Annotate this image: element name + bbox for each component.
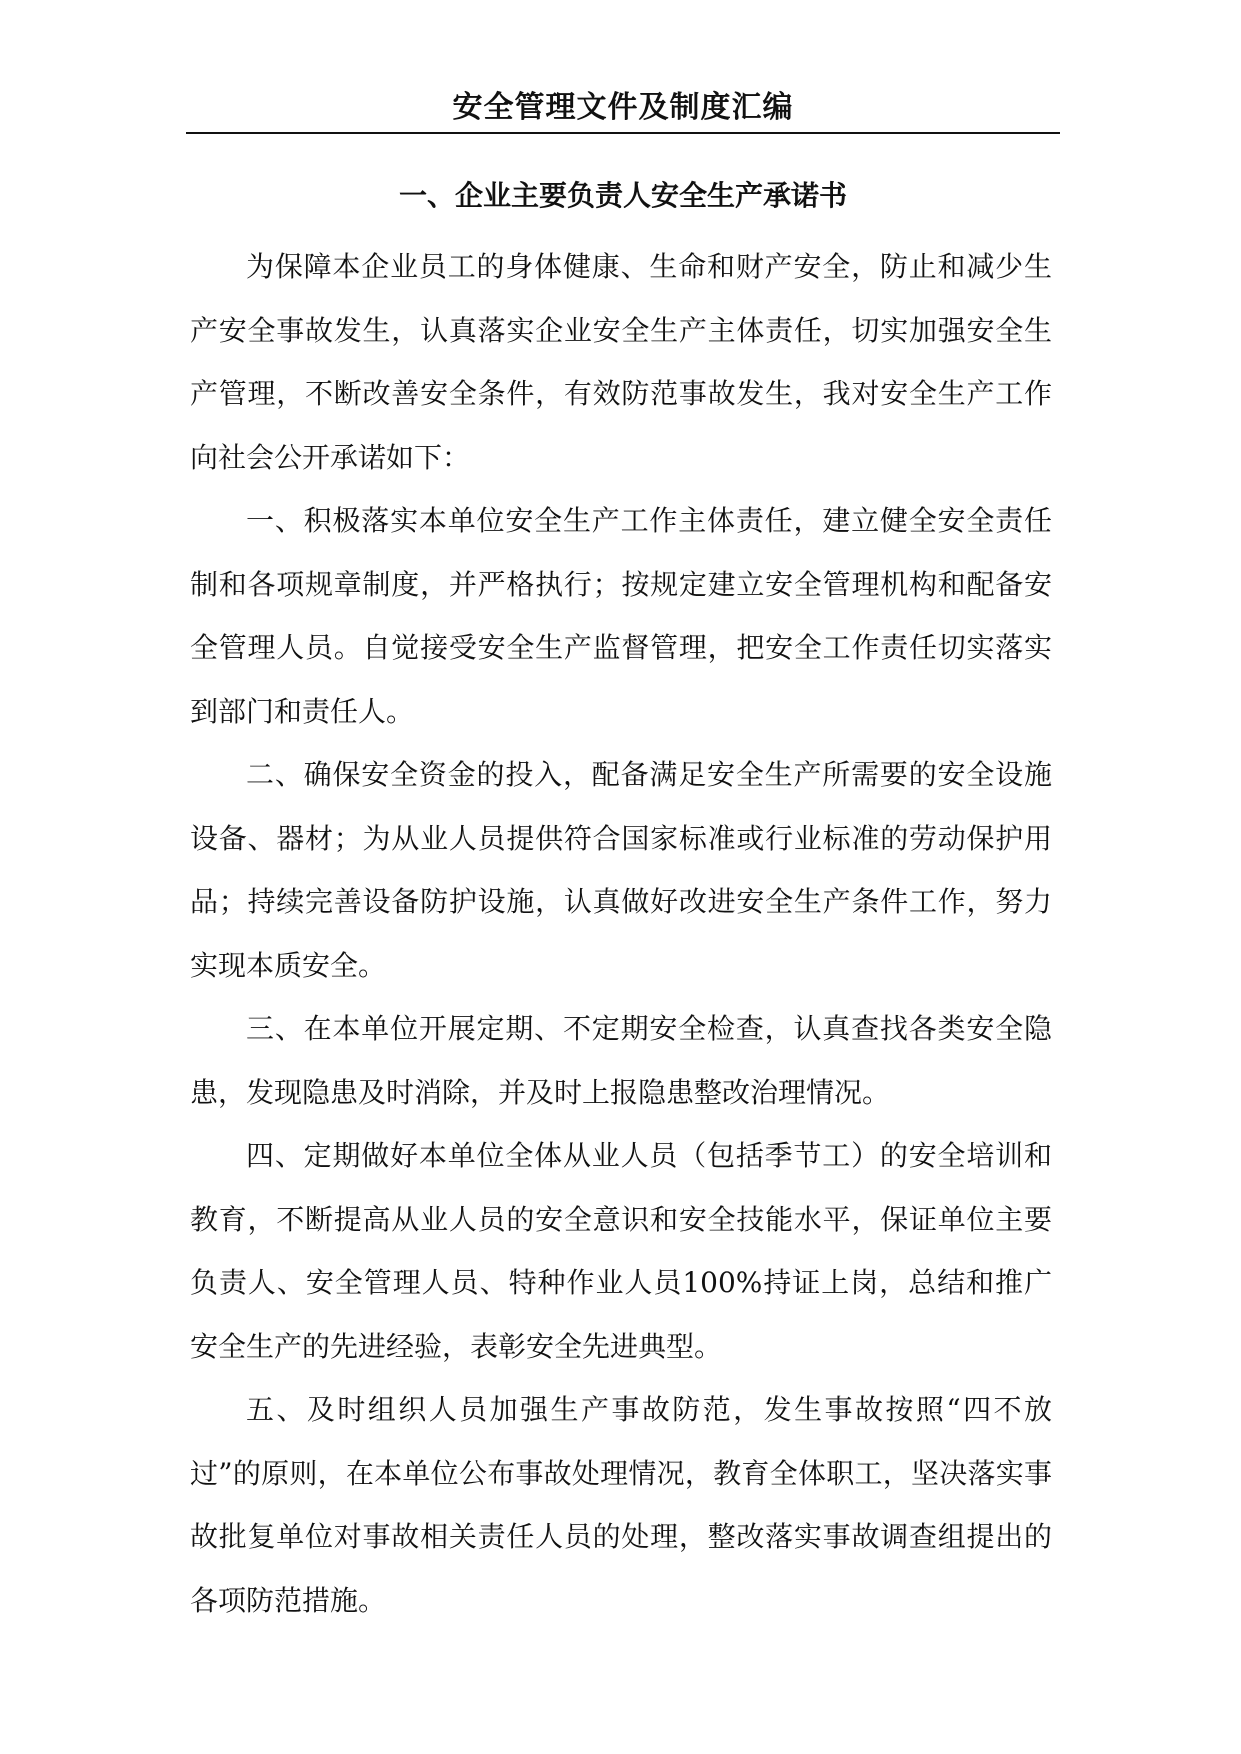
commitment-paragraph-4: 四、定期做好本单位全体从业人员（包括季节工）的安全培训和教育，不断提高从业人员的安全意识和安全技能水平，保证单位主要负责人、安全管理人员、特种作业人员100%持证上岗，总结和推广安全生产的先进经验，表彰安全先进典型。 xyxy=(190,1139,1052,1363)
commitment-paragraph-5: 五、及时组织人员加强生产事故防范，发生事故按照“四不放过”的原则，在本单位公布事故处理情况，教育全体职工，坚决落实事故批复单位对事故相关责任人员的处理，整改落实事故调查组提出的各项防范措施。 xyxy=(190,1393,1052,1617)
commitment-paragraph-2: 二、确保安全资金的投入，配备满足安全生产所需要的安全设施设备、器材；为从业人员提供符合国家标准或行业标准的劳动保护用品；持续完善设备防护设施，认真做好改进安全生产条件工作，努力实现本质安全。 xyxy=(190,758,1052,982)
intro-paragraph: 为保障本企业员工的身体健康、生命和财产安全，防止和减少生产安全事故发生，认真落实企业安全生产主体责任，切实加强安全生产管理，不断改善安全条件，有效防范事故发生，我对安全生产工作向社会公开承诺如下： xyxy=(190,250,1052,474)
document-header-title: 安全管理文件及制度汇编 xyxy=(452,90,794,125)
header-divider xyxy=(186,132,1060,134)
document-body xyxy=(190,235,1052,1632)
section-title: 一、企业主要负责人安全生产承诺书 xyxy=(398,179,847,212)
commitment-paragraph-1: 一、积极落实本单位安全生产工作主体责任，建立健全安全责任制和各项规章制度，并严格执行；按规定建立安全管理机构和配备安全管理人员。自觉接受安全生产监督管理，把安全工作责任切实落实到部门和责任人。 xyxy=(190,504,1052,728)
commitment-paragraph-3: 三、在本单位开展定期、不定期安全检查，认真查找各类安全隐患，发现隐患及时消除，并及时上报隐患整改治理情况。 xyxy=(190,1012,1052,1109)
